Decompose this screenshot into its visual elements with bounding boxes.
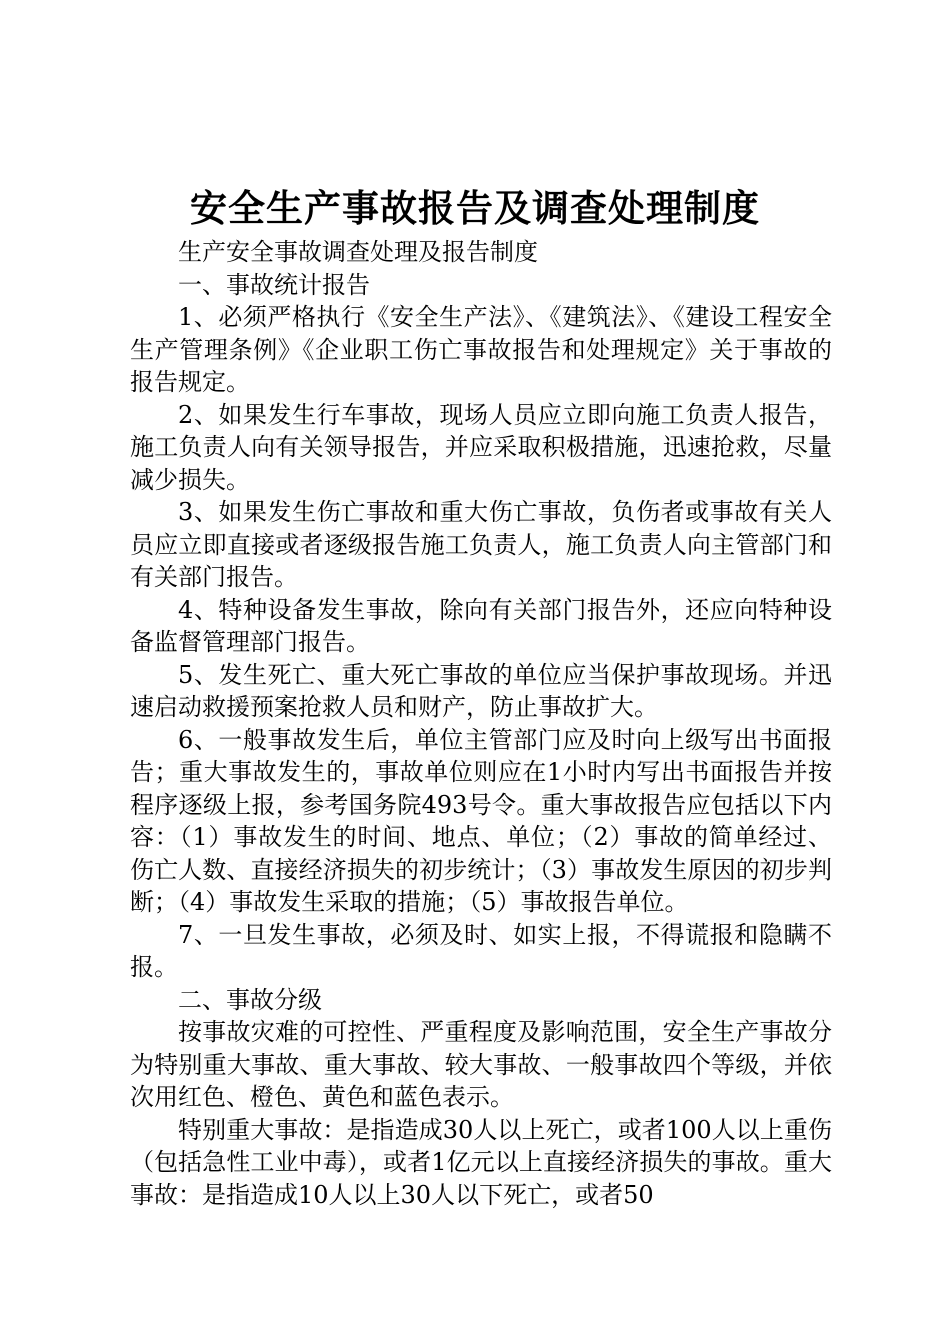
document-body <box>130 236 832 1211</box>
paragraph-item-5: 5、发生死亡、重大死亡事故的单位应当保护事故现场。并迅速启动救援预案抢救人员和财产，防止事故扩大。 <box>130 660 832 721</box>
paragraph-item-7: 7、一旦发生事故，必须及时、如实上报，不得谎报和隐瞒不报。 <box>130 920 832 981</box>
section-heading-statistics: 一、事故统计报告 <box>178 270 370 299</box>
paragraph-item-1: 1、必须严格执行《安全生产法》、《建筑法》、《建设工程安全生产管理条例》《企业职工伤亡事故报告和处理规定》关于事故的报告规定。 <box>130 303 832 396</box>
paragraph-item-4: 4、特种设备发生事故，除向有关部门报告外，还应向特种设备监督管理部门报告。 <box>130 595 832 656</box>
paragraph-item-6: 6、一般事故发生后，单位主管部门应及时向上级写出书面报告；重大事故发生的，事故单位则应在1小时内写出书面报告并按程序逐级上报，参考国务院493号令。重大事故报告应包括以下内容：（1）事故发生的时间、地点、单位；（2）事故的简单经过、伤亡人数、直接经济损失的初步统计；（3）事故发生原因的初步判断；（4）事故发生采取的措施；（5）事故报告单位。 <box>130 725 832 916</box>
paragraph-classification-levels: 特别重大事故：是指造成30人以上死亡，或者100人以上重伤（包括急性工业中毒），或者1亿元以上直接经济损失的事故。重大事故：是指造成10人以上30人以下死亡，或者50 <box>130 1115 832 1209</box>
paragraph-item-3: 3、如果发生伤亡事故和重大伤亡事故，负伤者或事故有关人员应立即直接或者逐级报告施工负责人，施工负责人向主管部门和有关部门报告。 <box>130 498 832 591</box>
document-title: 安全生产事故报告及调查处理制度 <box>190 186 760 230</box>
paragraph-classification-intro: 按事故灾难的可控性、严重程度及影响范围，安全生产事故分为特别重大事故、重大事故、较大事故、一般事故四个等级，并依次用红色、橙色、黄色和蓝色表示。 <box>130 1018 832 1111</box>
section-heading-classification: 二、事故分级 <box>178 985 322 1014</box>
paragraph-item-2: 2、如果发生行车事故，现场人员应立即向施工负责人报告，施工负责人向有关领导报告，并应采取积极措施，迅速抢救，尽量减少损失。 <box>130 400 832 494</box>
paragraph-subtitle: 生产安全事故调查处理及报告制度 <box>178 238 538 266</box>
